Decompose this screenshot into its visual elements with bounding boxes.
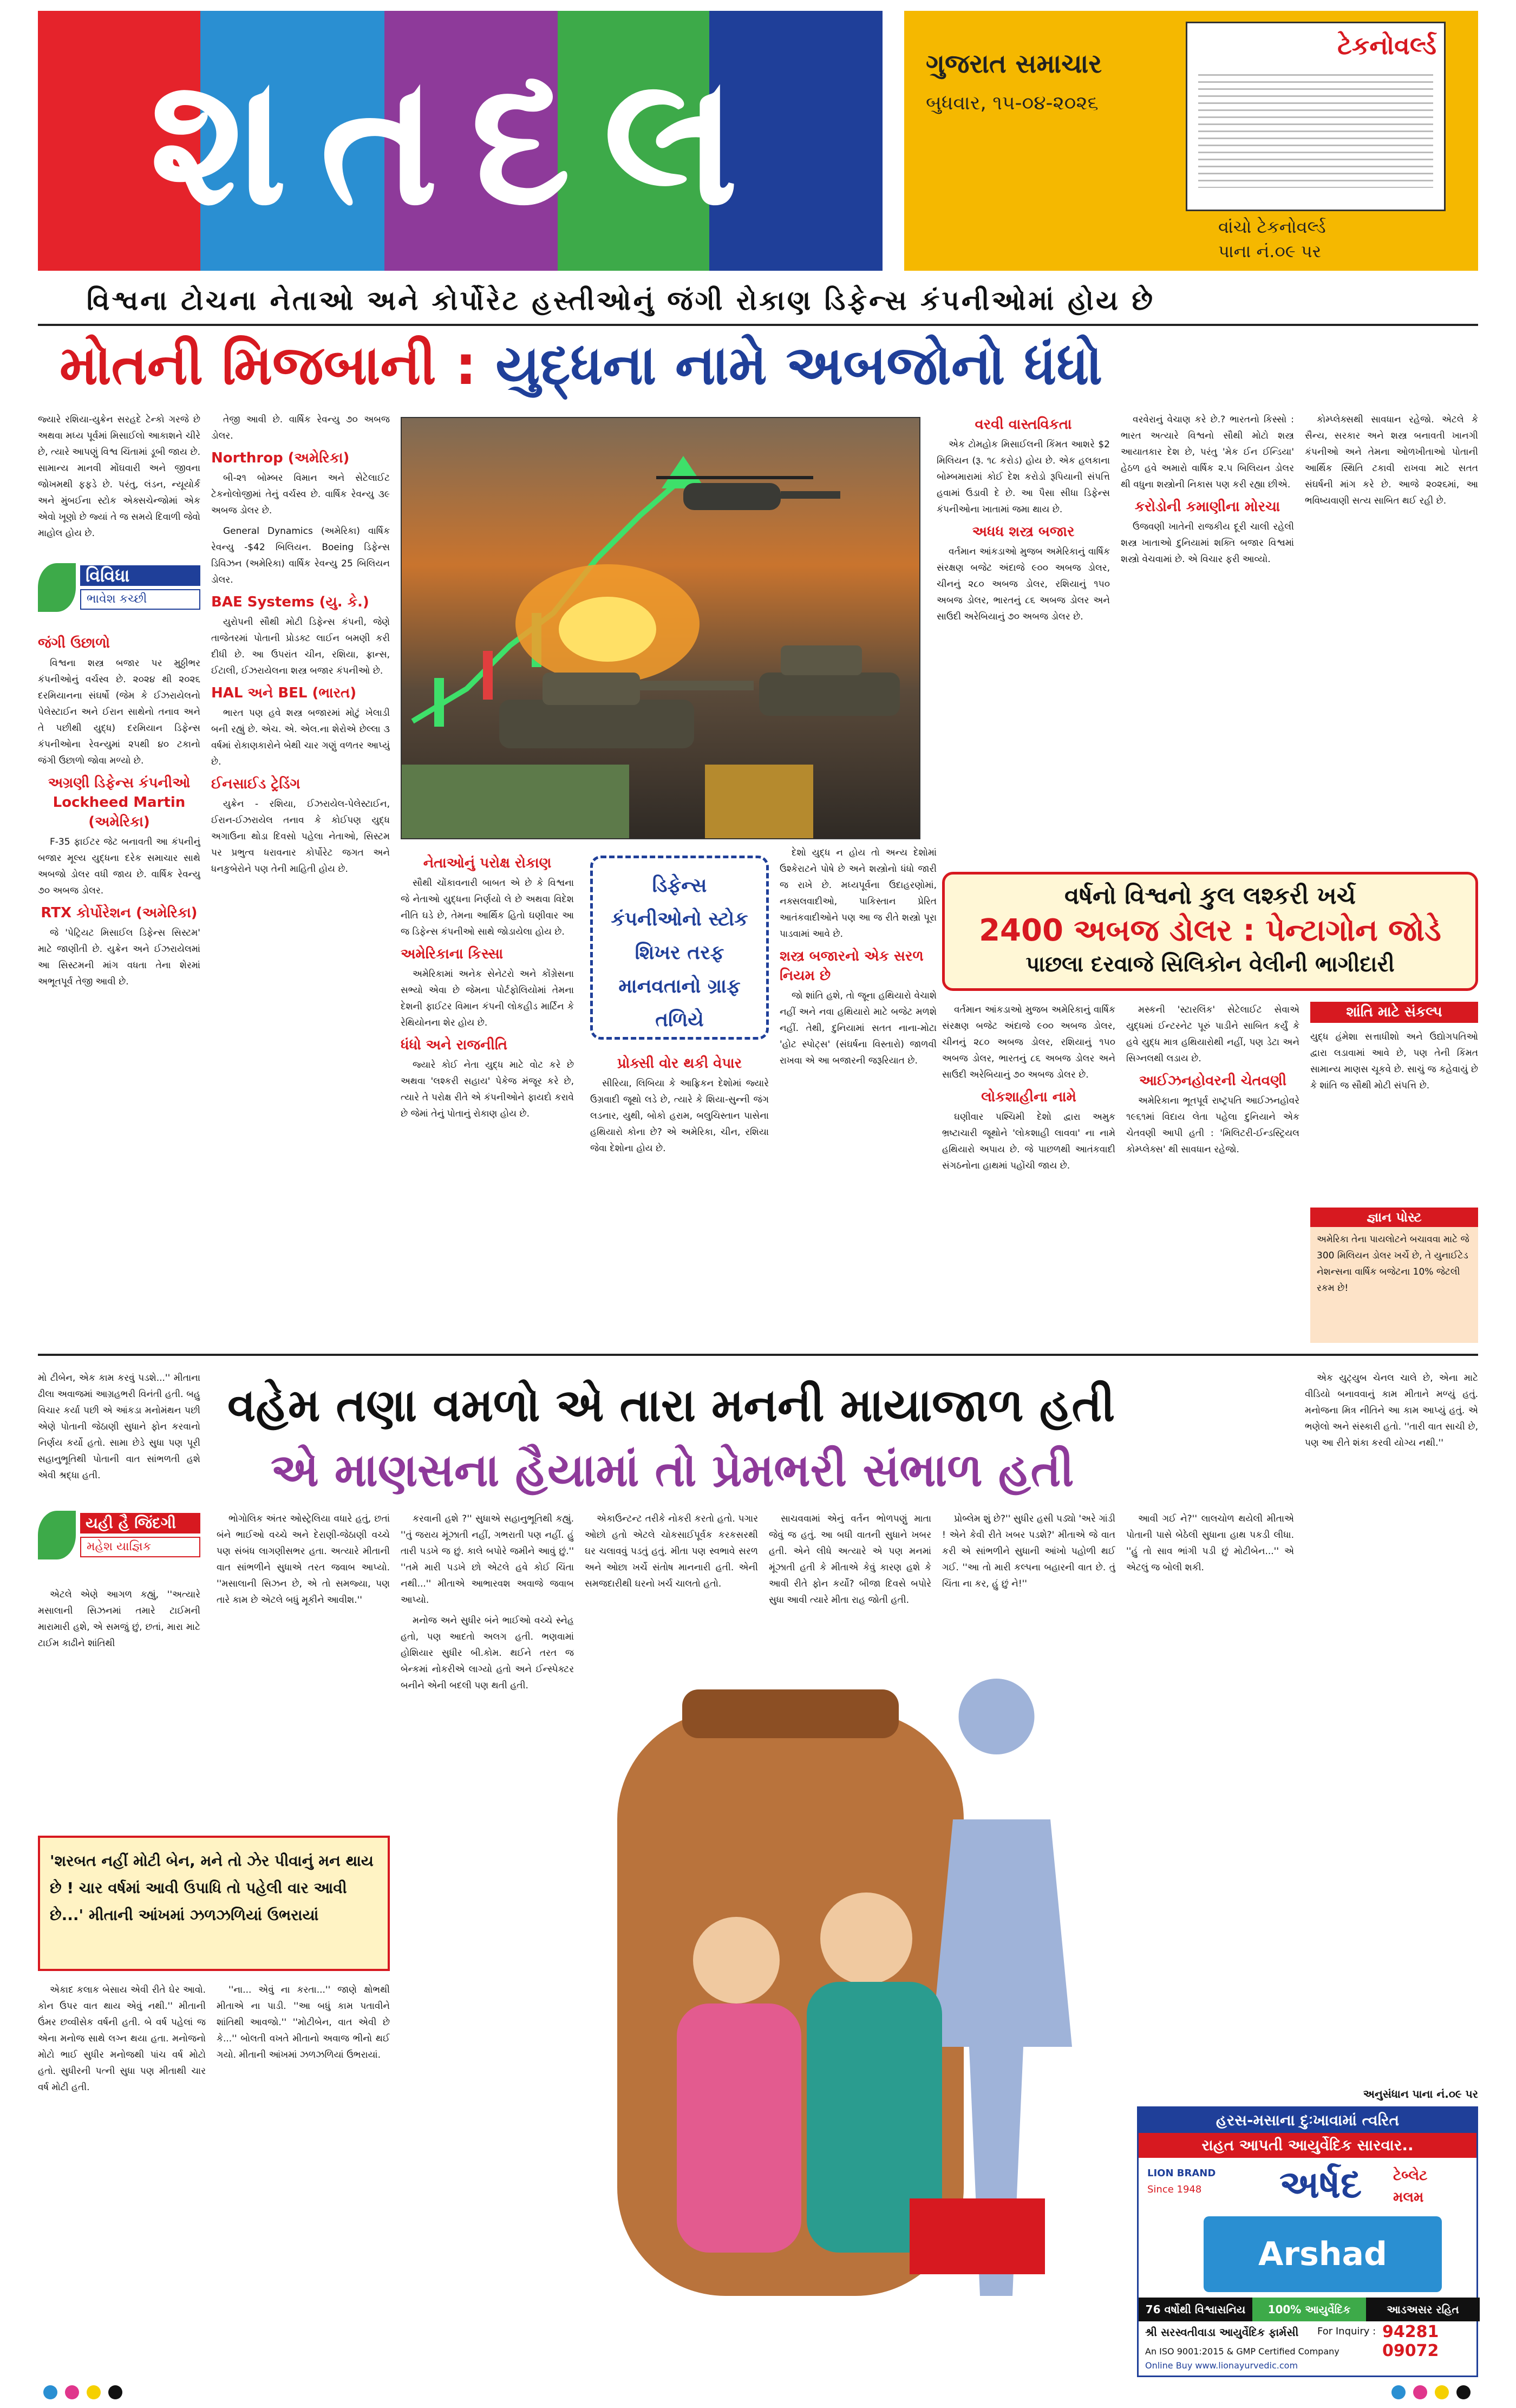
reg-dot-3: [87, 2385, 101, 2399]
ad-top-1: હરસ-મસાના દુઃખાવામાં ત્વરિત: [1139, 2108, 1476, 2133]
sub-insider: ઈનસાઈડ ટ્રેડિંગ: [211, 776, 300, 792]
headline-red: મોતની મિજબાની :: [60, 334, 477, 397]
para-col4a: દેશો યુદ્ધ ન હોય તો અન્ય દેશોમાં ઉશ્કેરાટને પોષે છે અને શસ્ત્રોનો ધંધો જારી જ રાખે છે. મધ્યપૂર્વના ઉદાહરણોમાં, નક્સલવાદીઓ, પાકિસ્તાન પ્રેરિત આતંકવાદીઓને પણ આ જ રીતે શસ્ત્રો પૂરા પાડવામાં આવે છે.: [780, 847, 937, 939]
story1-col-2: [211, 412, 390, 1343]
sub-shanti: શાંતિ માટે સંકલ્પ: [1310, 1002, 1478, 1023]
tank-1: [499, 673, 754, 748]
story2-col-8: [942, 1511, 1115, 1673]
war-scene: [402, 418, 920, 839]
para-lokshahi: ઘણીવાર પશ્ચિમી દેશો દ્વારા અમુક ભ્રષ્ટાચારી જૂથોને 'લોકશાહી લાવવા' ના નામે હથિયારો અપાય છે. જે પાછળથી આતંકવાદી સંગઠનોના હાથમાં પહોંચી જાય છે.: [942, 1112, 1115, 1171]
para-s2-3b: મનોજ અને સુધીર બંને ભાઈઓ વચ્ચે સ્નેહ હતો, પણ આદતો અલગ હતી. ભણવામાં હોશિયાર સુધીર બી.કોમ. થઈને તરત જ બેન્કમાં નોકરીએ લાગ્યો હતો અને ઈન્સ્પેક્ટર બનીને એની બદલી પણ થતી હતી.: [401, 1615, 574, 1691]
story1-col-3: [401, 850, 574, 1343]
story1-col-8: [1305, 412, 1478, 866]
reg-dot-1: [43, 2385, 57, 2399]
column-tag-vividha: [38, 547, 200, 628]
sub-varvi: વરવી વાસ્તવિકતા: [975, 416, 1072, 433]
para-s2-2b: ''ના... એવું ના કરતા...'' જાણે ક્ષોભથી મીતાએ ના પાડી. ''આ બધું કામ પતાવીને શાંતિથી આવજો.'' ''મોટીબેન, વાત એવી છે કે...'' બોલતી વખતે મીતાનો અવાજ ભીનો થઈ ગયો. મીતાની આંખમાં ઝળઝળિયાં ઉભરાયાં.: [217, 1985, 390, 2060]
reg-dot-4: [108, 2385, 122, 2399]
promo-title: ટેકનોવર્લ્ડ: [1337, 31, 1436, 60]
column-tag-yahi: [38, 1495, 200, 1576]
story2-intro: મો ટીબેન, એક કામ કરવું પડશે...'' મીતાના ઢીલા અવાજમાં આગ્રહભરી વિનંતી હતી. બહુ વિચાર કર્યા પછી એ આંકડા મનોમંથન પછી એણે પોતાની જેઠાણી સુધાને ફોન કરવાનો નિર્ણય કર્યો હતો. સામા છેડે સુધા પણ પૂરી સહાનુભૂતિથી પોતાની વાત સાંભળતી હશે એવી શ્રદ્ધા હતી.: [38, 1373, 200, 1481]
sub-adhagh: અધધ શસ્ત્ર બજાર: [972, 524, 1075, 540]
reg-dot-7: [1435, 2385, 1449, 2399]
promo-body: [1198, 69, 1433, 188]
para-america: અમેરિકામાં અનેક સેનેટરો અને કોંગ્રેસના સભ્યો એવા છે જેમના પોર્ટફોલિયોમાં તેમના દેશની ફાઈટર વિમાન કંપની લોકહીડ માર્ટિન કે રેથિયોનના શેર હોય છે.: [401, 969, 574, 1028]
ad-web[interactable]: Online Buy www.lionayurvedic.com: [1145, 2360, 1298, 2371]
sub-aaijan: આઈઝનહોવરની ચેતવણી: [1139, 1073, 1287, 1089]
story1-headline: [38, 330, 1478, 401]
leaf-icon-2: [38, 1511, 76, 1559]
author-name: ભાવેશ કચ્છી: [80, 589, 200, 610]
story2-col-10: [1305, 1370, 1478, 2085]
ad-inquiry: For Inquiry :: [1317, 2326, 1376, 2337]
paper-name: ગુજરાત સમાચાર: [926, 49, 1102, 79]
para-aaijan: અમેરિકાના ભૂતપૂર્વ રાષ્ટ્રપતિ આઈઝનહોવરે ૧૯૬૧માં વિદાય લેતા પહેલા દુનિયાને એક ચેતવણી આપી હતી : 'મિલિટરી-ઈન્ડસ્ટ્રિયલ કોમ્પ્લેક્સ' થી સાવધાન રહેજો.: [1126, 1095, 1299, 1155]
promo-thumbnail[interactable]: [1186, 22, 1446, 211]
sub-bae: BAE Systems (યુ. કે.): [211, 594, 369, 610]
story2-headline-purple: એ માણસના હૈયામાં તો પ્રેમભરી સંભાળ હતી: [271, 1444, 1074, 1497]
pull-quote-text: 'શરબત નહીં મોટી બેન, મને તો ઝેર પીવાનું મન થાય છે ! ચાર વર્ષમાં આવી ઉપાધિ તો પહેલી વાર આવી છે...' મીતાની આંખમાં ઝળઝળિયાં ઉભરાયાં: [50, 1852, 374, 1924]
para-adhagh-cont: વર્તમાન આંકડાઓ મુજબ અમેરિકાનું વાર્ષિક સંરક્ષણ બજેટ અંદાજે ૯૦૦ અબજ ડોલર, ચીનનું ૨૮૦ અબજ ડોલર, રશિયાનું ૧૫૦ અબજ ડોલર, ભારતનું ૮૬ અબજ ડોલર અને સાઉદી અરેબિયાનું ૭૦ અબજ ડોલર છે.: [942, 1004, 1115, 1080]
story1-col-4: [590, 1050, 769, 1343]
masthead-info: [904, 11, 1478, 271]
para-northrop: બી-૨૧ બોમ્બર વિમાન અને સેટેલાઈટ ટેકનોલોજીમાં તેનું વર્ચસ્વ છે. વાર્ષિક રેવન્યુ ૩૯ અબજ ડોલર છે.: [211, 473, 390, 516]
story2-col-3: [217, 1511, 390, 1830]
ad-brand: Arshad: [1258, 2235, 1387, 2273]
sub-shastra: શસ્ત્ર બજારનો એક સરળ નિયમ છે: [780, 948, 924, 984]
callout-text: ડિફેન્સ કંપનીઓનો સ્ટોક શિખર તરફ માનવતાનો ગ્રાફ તળિયે: [611, 875, 748, 1031]
ad-tag1: ટેબ્લેટ: [1393, 2168, 1428, 2184]
sub-proxy: પ્રોક્સી વોર થકી વેપાર: [617, 1055, 742, 1072]
para-col2a: તેજી આવી છે. વાર્ષિક રેવન્યુ ૭૦ અબજ ડોલર.: [211, 414, 390, 441]
story2-headline-black: વહેમ તણા વમળો એ તારા મનની માયાજાળ હતી: [227, 1379, 1115, 1432]
sub-dhandho: ધંધો અને રાજનીતિ: [401, 1037, 507, 1053]
story2-col-4: [217, 1982, 390, 2377]
gyan-post: [1310, 1208, 1478, 1343]
story2-col-7: [769, 1511, 931, 1673]
para-bae: યુરોપની સૌથી મોટી ડિફેન્સ કંપની, જેણે તાજેતરમાં પોતાની પ્રોડક્ટ લાઈન બમણી કરી દીધી છે. આ ઉપરાંત ચીન, રશિયા, ફ્રાન્સ, ઈટાલી, ઈઝરાયેલના શસ્ત્ર બજાર કંપનીઓ છે.: [211, 617, 390, 676]
arshad-ad[interactable]: [1137, 2106, 1478, 2377]
story1-col-7: [1121, 412, 1294, 866]
sub-lockheed: અગ્રણી ડિફેન્સ કંપનીઓ Lockheed Martin (અમેરિકા): [48, 775, 191, 830]
story2-column-label: યહી હૈ જિંદગી: [80, 1513, 200, 1533]
ad-est: Since 1948: [1147, 2184, 1202, 2195]
para-proxy: સીરિયા, લિબિયા કે આફ્રિકન દેશોમાં જ્યારે ઉગ્રવાદી જૂથો લડે છે, ત્યારે કે શિયા-સુન્ની જંગ લડનાર, યુથી, બોકો હરામ, બલુચિસ્તાન પાસેના હથિયારો કોના છે? એ અમેરિકા, ચીન, રશિયા જેવા દેશોના હોય છે.: [590, 1078, 769, 1154]
para-s2-7a: આવી ગઈ ને?'' લાલચોળ થયેલી મીતાએ પોતાની પાસે બેઠેલી સુધાના હાથ પકડી લીધા. ''હું તો સાવ ભાંગી પડી છું મોટીબેન...'' એ એટલું જ બોલી શકી.: [1126, 1513, 1294, 1573]
ad-company: શ્રી સરસ્વતીવાડા આયુર્વેદિક ફાર્મસી: [1145, 2326, 1299, 2339]
para-s2-4a: એકાઉન્ટન્ટ તરીકે નોકરી કરતો હતો. પગાર ઓછો હતો એટલે ચોકસાઈપૂર્વક કરકસરથી ઘર ચલાવવું પડતું હતું. મીતા પણ સ્વભાવે સરળ અને ઓછા ખર્ચે સંતોષ માનનારી હતી. એની સમજદારીથી ઘરનો ખર્ચ ચાલતો હતો.: [585, 1513, 758, 1589]
box-sub: પાછલા દરવાજે સિલિકોન વેલીની ભાગીદારી: [1025, 952, 1395, 977]
story1-col-6: [937, 412, 1110, 866]
para-starlink: મસ્કની 'સ્ટારલિંક' સેટેલાઈટ સેવાએ યુદ્ધમાં ઈન્ટરનેટ પૂરું પાડીને સાબિત કર્યું કે હવે યુદ્ધ માત્ર હથિયારોથી નહીં, પણ ડેટા અને સિગ્નલથી લડાય છે.: [1126, 1004, 1299, 1064]
sub-hal: HAL અને BEL (ભારત): [211, 685, 357, 701]
para-s2-8a: એક યુટ્યુબ ચેનલ ચાલે છે, એના માટે વીડિયો બનાવવાનું કામ મીતાને મળ્યું હતું. મનોજના મિત્ર નીતિને આ કામ આપ્યું હતું. એ ભણેલો અને સંસ્કારી હતો. ''તારી વાત સાચી છે, પણ આ રીતે શંકા કરવી યોગ્ય નથી.'': [1305, 1373, 1478, 1448]
promo-line-2: પાના નં.૦૯ પર: [1218, 241, 1322, 262]
continued-note: અનુસંધાન પાના નં.૦૯ પર: [1363, 2087, 1478, 2100]
war-illustration: [401, 417, 920, 839]
ad-top-2: રાહત આપતી આયુર્વેદિક સારવાર..: [1139, 2133, 1476, 2158]
column-label: વિવિધા: [80, 565, 200, 586]
story1-kicker: વિશ્વના ટોચના નેતાઓ અને કોર્પોરેટ હસ્તીઓનું જંગી રોકાણ ડિફેન્સ કંપનીઓમાં હોય છે: [87, 285, 1155, 316]
spending-box: [942, 872, 1478, 991]
para-dhandho: જ્યારે કોઈ નેતા યુદ્ધ માટે વોટ કરે છે અથવા 'લશ્કરી સહાય' પેકેજ મંજૂર કરે છે, ત્યારે તે પરોક્ષ રીતે એ કંપનીઓને ફાયદો કરાવે છે જેમાં તેનું પોતાનું રોકાણ હોય છે.: [401, 1060, 574, 1119]
ad-years: 76 વર્ષોથી વિશ્વાસનિય: [1145, 2303, 1246, 2316]
ad-tag2: મલમ: [1393, 2189, 1424, 2205]
story1-col-10: [1126, 1002, 1299, 1343]
ad-badges: [1139, 2298, 1480, 2321]
sub-karodo: કરોડોની કમાણીના મોરચા: [1134, 499, 1280, 515]
ad-iso: An ISO 9001:2015 & GMP Certified Company: [1145, 2346, 1339, 2357]
para-shanti: યુદ્ધ હંમેશા સત્તાધીશો અને ઉદ્યોગપતિઓ દ્વારા લડાવામાં આવે છે, પણ તેની કિંમત સામાન્ય માણસ ચૂકવે છે. સાચું જ કહેવાયું છે કે શાંતિ જ સૌથી મોટી સંપત્તિ છે.: [1310, 1032, 1478, 1091]
section-divider: [38, 1354, 1478, 1356]
story2-author: મહેશ યાજ્ઞિક: [80, 1537, 200, 1557]
reg-dot-8: [1456, 2385, 1471, 2399]
story2-illustration: [585, 1679, 1126, 2318]
para-rtx: જે 'પેટ્રિયટ મિસાઈલ ડિફેન્સ સિસ્ટમ' માટે જાણીતી છે. યુક્રેન અને ઈઝરાયેલમાં આ સિસ્ટમની માંગ વધતા તેના શેરમાં અભૂતપૂર્વ તેજી આવી છે.: [38, 928, 200, 987]
ad-ayurvedic: 100% આયુર્વેદિક: [1252, 2298, 1366, 2321]
para-col6a: વરવેરાનું વેચાણ કરે છે.? ભારતનો કિસ્સો : ભારત અત્યારે વિશ્વનો સૌથી મોટો શસ્ત્ર આયાતકાર દેશ છે, પરંતુ 'મેક ઈન ઈન્ડિયા' હેઠળ હવે અમારો વાર્ષિક ૨.૫ બિલિયન ડોલર થી વધુના શસ્ત્રોની નિકાસ પણ કરી રહ્યા છીએ.: [1121, 414, 1294, 490]
para-s2-2a: ભોગોલિક અંતર ઓસ્ટ્રેલિયા વધારે હતું, છતાં બંને ભાઈઓ વચ્ચે અને દેરાણી-જેઠાણી વચ્ચે પણ સંબંધ લાગણીસભર હતા. અત્યારે મીતાની વાત સાંભળીને સુધાએ તરત જવાબ આપ્યો. ''મસાલાની સિઝન છે, એ તો સમજ્યા, પણ તારે કામ છે એટલે બધું મૂકીને આવીશ.'': [217, 1513, 390, 1606]
para-s2-3a: કરવાની હશે ?'' સુધાએ સહાનુભૂતિથી કહ્યું. ''તું જરાય મૂંઝાતી નહીં, ગભરાતી પણ નહીં. હું તારી પડખે જ છું. કાલે બપોરે જમીને આવું છું.'' ''તમે મારી પડખે છો એટલે હવે કોઈ ચિંતા નથી...'' મીતાએ આભારવશ અવાજે જવાબ આપ્યો.: [401, 1513, 574, 1606]
para-s2-1c: એકાદ કલાક બેસાય એવી રીતે ઘેર આવો. કોન ઉપર વાત થાય એવું નથી.'' મીતાની ઉંમર છવ્વીસેક વર્ષની હતી. બે વર્ષ પહેલાં જ એના મનોજ સાથે લગ્ન થયા હતા. મનોજનો મોટો ભાઈ સુધીર મનોજથી પાંચ વર્ષ મોટો હતો. સુધીરની પત્ની સુધા પણ મીતાથી ચાર વર્ષ મોટી હતી.: [38, 1985, 206, 2093]
para-neta: સૌથી ચોંકાવનારી બાબત એ છે કે વિશ્વના જે નેતાઓ યુદ્ધના નિર્ણયો લે છે અથવા વિદેશ નીતિ ઘડે છે, તેમના આર્થિક હિતો ઘણીવાર આ જ ડિફેન્સ કંપનીઓ સાથે જોડાયેલા હોય છે.: [401, 878, 574, 937]
promo-line-1: વાંચો ટેકનોવર્લ્ડ: [1218, 217, 1326, 237]
ad-brand-gu: અર્ષદ: [1279, 2162, 1362, 2207]
money-stack: [402, 765, 629, 839]
ad-sideeffect: આડઅસર રહિત: [1387, 2303, 1459, 2316]
para-jangi: વિશ્વના શસ્ત્ર બજાર પર મુઠ્ઠીભર કંપનીઓનું વર્ચસ્વ છે. ૨૦૨૪ થી ૨૦૨૬ દરમિયાનના સંઘર્ષો (જેમ કે ઈઝરાયેલનો પેલેસ્ટાઈન અને ઈરાન સાથેનો તનાવ અને તે પછીથી યુદ્ધ) દરમિયાન ડિફેન્સ કંપનીઓના રેવન્યુમાં ૨૫થી ૪૦ ટકાનો જંગી ઉછાળો જોવા મળ્યો છે.: [38, 658, 200, 766]
woman-1-head: [693, 1917, 780, 2004]
para-s2-1b: એટલે એણે આગળ કહ્યું, ''અત્યારે મસાલાની સિઝનમાં તમારે ટાઈમની મારામારી હશે, એ સમજું છું, છતાં, મારા માટે ટાઈમ કાઢીને શાંતિથી: [38, 1589, 200, 1649]
story2-col-5: [401, 1511, 574, 2377]
box-title: વર્ષનો વિશ્વનો કુલ લશ્કરી ખર્ચ: [1064, 882, 1356, 910]
sub-america: અમેરિકાના કિસ્સા: [401, 946, 504, 962]
para-adhagh: વર્તમાન આંકડાઓ મુજબ અમેરિકાનું વાર્ષિક સંરક્ષણ બજેટ અંદાજે ૯૦૦ અબજ ડોલર, ચીનનું ૨૮૦ અબજ ડોલર, રશિયાનું ૧૫૦ અબજ ડોલર, ભારતનું ૮૬ અબજ ડોલર અને સાઉદી અરેબિયાનું ૭૦ અબજ ડોલર છે.: [937, 546, 1110, 622]
story2-col-9: [1126, 1511, 1294, 2085]
para-col7a: કોમ્પ્લેક્સથી સાવધાન રહેજો. એટલે કે સૈન્ય, સરકાર અને શસ્ત્ર બનાવતી ખાનગી કંપનીઓ અને તેમના ઓળખીતાઓ પોતાની આર્થિક સ્થિતિ ટકાવી રાખવા માટે સતત સંઘર્ષની માંગ કરે છે. આજે ૨૦૨૬માં, આ ભવિષ્યવાણી સત્ય સાબિત થઈ રહી છે.: [1305, 414, 1478, 506]
para-s2-6a: પ્રોબ્લેમ શું છે?'' સુધીર હસી પડ્યો 'અરે ગાંડી ! એને કેવી રીતે ખબર પડશે?' મીતાએ જે વાત કરી એ સાંભળીને સુધાની આંખો પહોળી થઈ ગઈ. ''આ તો મારી કલ્પના બહારની વાત છે. તું ચિંતા ના કર, હું છું ને!'': [942, 1513, 1115, 1589]
story2-col-2: [38, 1982, 206, 2377]
para-general: General Dynamics (અમેરિકા) વાર્ષિક રેવન્યુ -$42 બિલિયન. Boeing ડિફેન્સ ડિવિઝન (અમેરિકા) વાર્ષિક રેવન્યુ 25 બિલિયન ડોલર.: [211, 526, 390, 585]
tank-2: [759, 645, 900, 716]
reg-dot-6: [1413, 2385, 1427, 2399]
para-s2-5a: સાચવવામાં એનું વર્તન ભોળપણું માતા જેવું જ હતું. આ બધી વાતની સુધાને ખબર હતી. એને લીધે અત્યારે એ પણ મનમાં મૂંઝાતી હતી કે મીતાએ કેવું કારણ હશે કે આવી રીતે ફોન કર્યો? બીજા દિવસે બપોરે સુધા આવી ત્યારે મીતા રાહ જોતી હતી.: [769, 1513, 931, 1606]
woman-1-body: [677, 2004, 801, 2253]
red-diary: [910, 2198, 1045, 2274]
candle-1: [434, 678, 444, 727]
logo-text: શતદલ: [149, 37, 771, 245]
reg-dot-5: [1391, 2385, 1406, 2399]
story1-col-9: [942, 1002, 1115, 1343]
kicker-rule: [38, 324, 1478, 326]
sub-rtx: RTX કોર્પોરેશન (અમેરિકા): [41, 905, 198, 921]
woman-2-head: [820, 1893, 912, 1985]
ad-phone[interactable]: 94281 09072: [1382, 2322, 1439, 2360]
jar-neck: [682, 1689, 899, 1738]
para-shastra: જો શાંતિ હશે, તો જૂના હથિયારો વેચાશે નહીં અને નવા હથિયારો માટે બજેટ મળશે નહીં. તેથી, દુનિયામાં સતત નાના-મોટા 'હોટ સ્પોટ્સ' (સંઘર્ષના વિસ્તારો) જાળવી રાખવા એ આ બજારની જરૂરિયાત છે.: [780, 990, 937, 1066]
box-figure: 2400 અબજ ડોલર : પેન્ટાગોન જોડે: [979, 913, 1441, 948]
candle-2: [483, 651, 493, 700]
para-hal: ભારત પણ હવે શસ્ત્ર બજારમાં મોટું ખેલાડી બની રહ્યું છે. એચ. એ. એલ.ના શેરોએ છેલ્લા ૩ વર્ષમાં રોકાણકારોને બેથી ચાર ગણું વળતર આપ્યું છે.: [211, 708, 390, 767]
para-lockheed: F-35 ફાઈટર જેટ બનાવતી આ કંપનીનું બજાર મૂલ્ય યુદ્ધના દરેક સમાચાર સાથે અબજો ડોલર વધી જાય છે. વાર્ષિક રેવન્યુ ૭૦ અબજ ડોલર.: [38, 837, 200, 896]
ad-product-box: [1204, 2216, 1442, 2292]
para-insider: યુક્રેન - રશિયા, ઈઝરાયેલ-પેલેસ્ટાઈન, ઈરાન-ઈઝરાયેલ તનાવ કે કોઈપણ યુદ્ધ અગાઉના થોડા દિવસો પહેલા નેતાઓ, સિસ્ટમ પર પ્રભુત્વ ધરાવનાર કોર્પોરેટ જગત અને ધનકુબેરોને પણ તેની માહિતી હોય છે.: [211, 799, 390, 875]
gyan-title: જ્ઞાન પોસ્ટ: [1310, 1208, 1478, 1227]
story1-intro: જ્યારે રશિયા-યુક્રેન સરહદે ટેન્કો ગરજે છે અથવા મધ્ય પૂર્વમાં મિસાઈલો આકાશને ચીરે છે, ત્યારે આપણું વિશ્વ ચિંતામાં ડૂબી જાય છે. સામાન્ય માનવી મોંઘવારી અને જીવના જોખમથી ફફડે છે. પરંતુ, લંડન, ન્યૂયોર્ક અને મુંબઈના સ્ટોક એક્સચેન્જોમાં એક એવો ખૂણો છે જ્યાં તે જ સમયે દિવાળી જેવો માહોલ હોય છે.: [38, 414, 200, 539]
gyan-text: અમેરિકા તેના પાયલોટને બચાવવા માટે જે 300 મિલિયન ડોલર ખર્ચે છે, તે યુનાઈટેડ નેશન્સના વાર્ષિક બજેટના 10% જેટલી રકમ છે!: [1317, 1234, 1469, 1294]
sub-northrop: Northrop (અમેરિકા): [211, 450, 350, 466]
story1-col-5: [780, 845, 937, 1343]
callout-box: [590, 856, 769, 1040]
bullets: [705, 765, 813, 839]
leaf-icon: [38, 563, 76, 612]
two-women-illustration: [585, 1679, 1126, 2318]
pull-quote: [38, 1836, 390, 1971]
explosion-core: [559, 597, 656, 662]
para-karodo: ઉજવણી ખાતેની રાજકીય દૂરી ચાલી રહેલી શસ્ત્ર ખાતાઓ દુનિયામાં શક્તિ બજાર વિશ્વમાં શસ્ત્રો વેચવામાં છે. એ વિચાર ફરી આવ્યો.: [1121, 521, 1294, 565]
story2-col-6: [585, 1511, 758, 1673]
para-varvi: એક ટોમહોક મિસાઈલની કિંમત આશરે $2 મિલિયન (રૂ. ૧૮ કરોડ) હોય છે. એક હલકાના બોમ્બમારામાં કોઈ દેશ કરોડો રૂપિયાની સંપત્તિ હવામાં ઉડાવી દે છે. આ પૈસા સીધા ડિફેન્સ કંપનીઓના ખાતામાં જમા થાય છે.: [937, 439, 1110, 515]
shanti-section: [1310, 1002, 1478, 1343]
logo: [38, 11, 883, 271]
masthead: [38, 11, 1478, 271]
reg-dot-2: [65, 2385, 79, 2399]
sub-jangi: જંગી ઉછાળો: [38, 635, 110, 651]
sub-lokshahi: લોકશાહીના નામે: [981, 1089, 1076, 1105]
ad-lion: LION BRAND: [1147, 2168, 1216, 2179]
story1-col-1: [38, 412, 200, 1343]
sub-neta: નેતાઓનું પરોક્ષ રોકાણ: [423, 855, 552, 871]
headline-blue: યુદ્ધના નામે અબજોનો ધંધો: [495, 334, 1103, 397]
issue-date: બુધવાર, ૧૫-૦૪-૨૦૨૬: [926, 92, 1099, 114]
